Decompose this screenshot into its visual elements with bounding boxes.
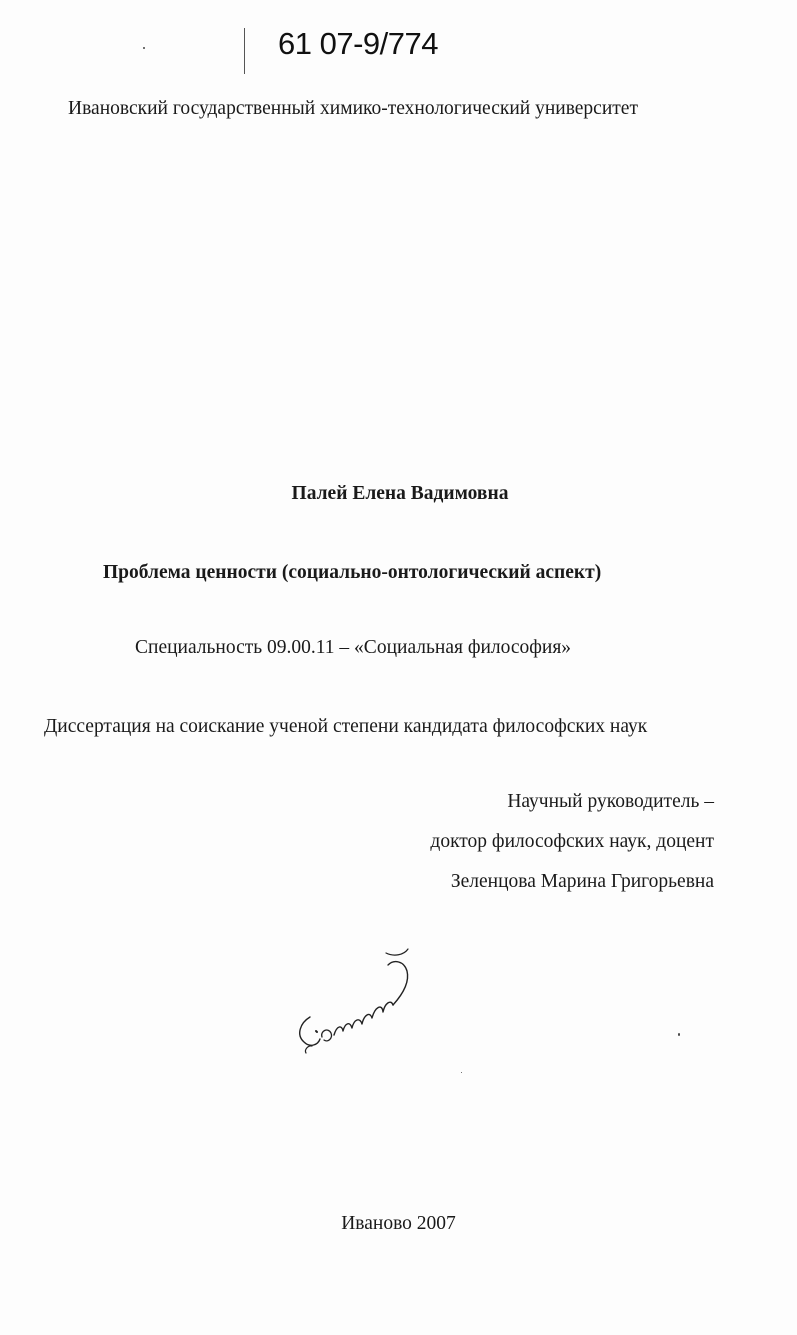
specialty-line: Специальность 09.00.11 – «Социальная философия» (135, 637, 572, 658)
author-name: Палей Елена Вадимовна (291, 483, 509, 504)
degree-line: Диссертация на соискание ученой степени кандидата философских наук (44, 716, 648, 737)
supervisor-label: Научный руководитель – (507, 791, 714, 812)
university-name: Ивановский государственный химико-технологический университет (68, 98, 638, 119)
scan-speck (143, 47, 145, 49)
city-year: Иваново 2007 (341, 1213, 456, 1234)
handwritten-signature-icon (290, 945, 420, 1065)
scan-speck (461, 1072, 462, 1073)
stamp-divider (244, 28, 245, 74)
supervisor-name: Зеленцова Марина Григорьевна (450, 871, 714, 892)
scan-speck (678, 1033, 680, 1036)
supervisor-credentials: доктор философских наук, доцент (430, 831, 714, 852)
thesis-title: Проблема ценности (социально-онтологический аспект) (103, 562, 602, 583)
library-stamp-number: 61 07-9/774 (278, 26, 438, 61)
